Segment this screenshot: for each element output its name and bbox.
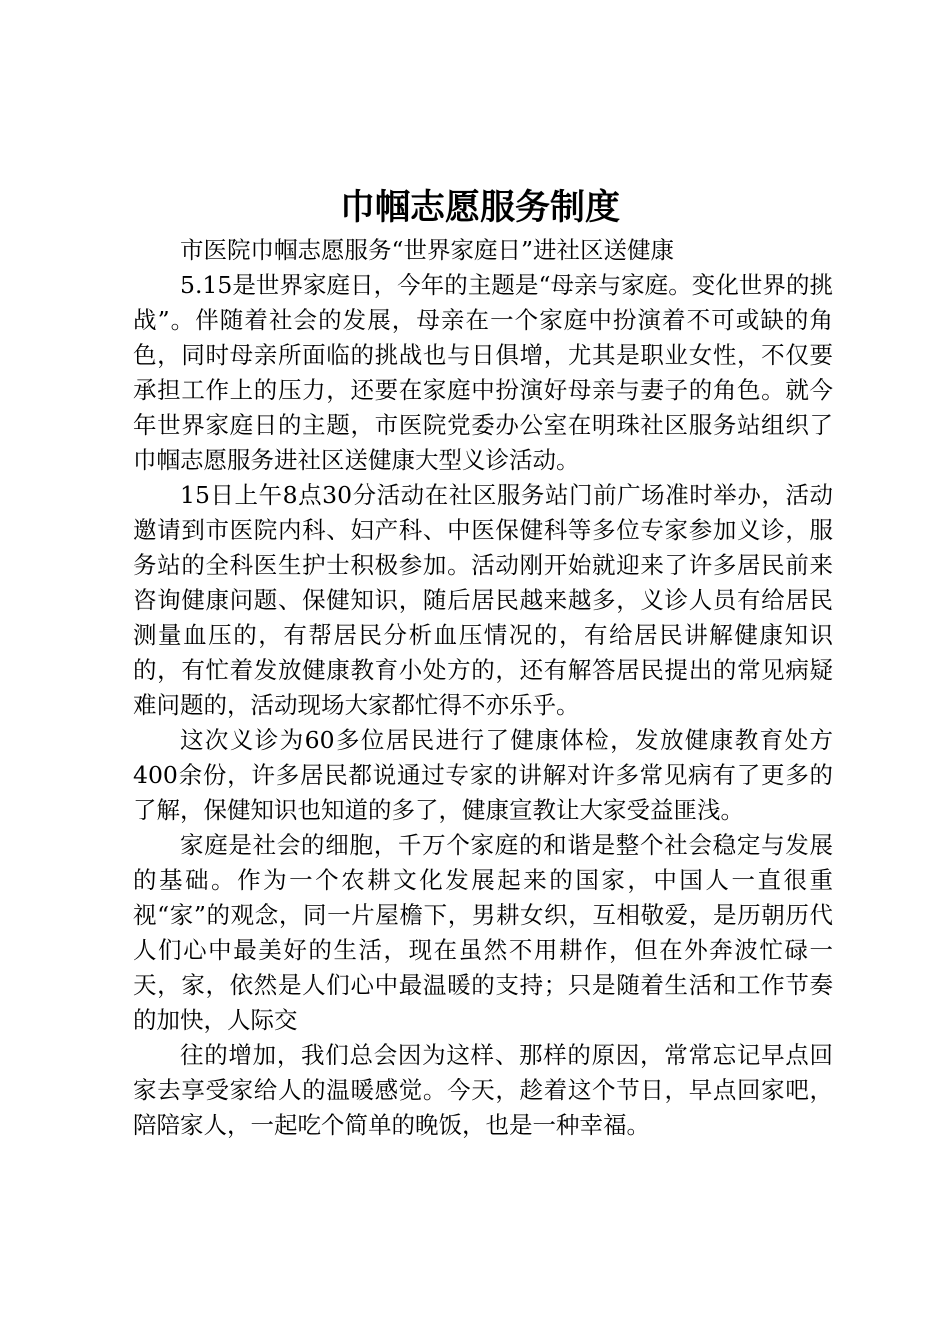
body-paragraph: 这次义诊为60多位居民进行了健康体检，发放健康教育处方400余份，许多居民都说通过专家的讲解对许多常见病有了更多的了解，保健知识也知道的多了，健康宣教让大家受益匪浅。 [133,726,833,824]
body-paragraph: 15日上午8点30分活动在社区服务站门前广场准时举办，活动邀请到市医院内科、妇产科、中医保健科等多位专家参加义诊，服务站的全科医生护士积极参加。活动刚开始就迎来了许多居民前来咨询健康问题、保健知识，随后居民越来越多，义诊人员有给居民测量血压的，有帮居民分析血压情况的，有给居民讲解健康知识的，有忙着发放健康教育小处方的，还有解答居民提出的常见病疑难问题的，活动现场大家都忙得不亦乐乎。 [133,481,833,719]
body-paragraph: 家庭是社会的细胞，千万个家庭的和谐是整个社会稳定与发展的基础。作为一个农耕文化发展起来的国家，中国人一直很重视“家”的观念，同一片屋檐下，男耕女织，互相敬爱，是历朝历代人们心中最美好的生活，现在虽然不用耕作，但在外奔波忙碌一天，家，依然是人们心中最温暖的支持；只是随着生活和工作节奏的加快，人际交 [133,831,833,1034]
document-body [133,233,833,1143]
body-paragraph: 往的增加，我们总会因为这样、那样的原因，常常忘记早点回家去享受家给人的温暖感觉。今天，趁着这个节日，早点回家吧，陪陪家人，一起吃个简单的晚饭，也是一种幸福。 [133,1041,833,1139]
document-title: 巾帼志愿服务制度 [339,188,620,228]
subtitle-paragraph: 市医院巾帼志愿服务“世界家庭日”进社区送健康 [180,236,675,264]
body-paragraph: 5.15是世界家庭日，今年的主题是“母亲与家庭。变化世界的挑战”。伴随着社会的发展，母亲在一个家庭中扮演着不可或缺的角色，同时母亲所面临的挑战也与日俱增，尤其是职业女性，不仅要承担工作上的压力，还要在家庭中扮演好母亲与妻子的角色。就今年世界家庭日的主题，市医院党委办公室在明珠社区服务站组织了巾帼志愿服务进社区送健康大型义诊活动。 [133,271,833,474]
